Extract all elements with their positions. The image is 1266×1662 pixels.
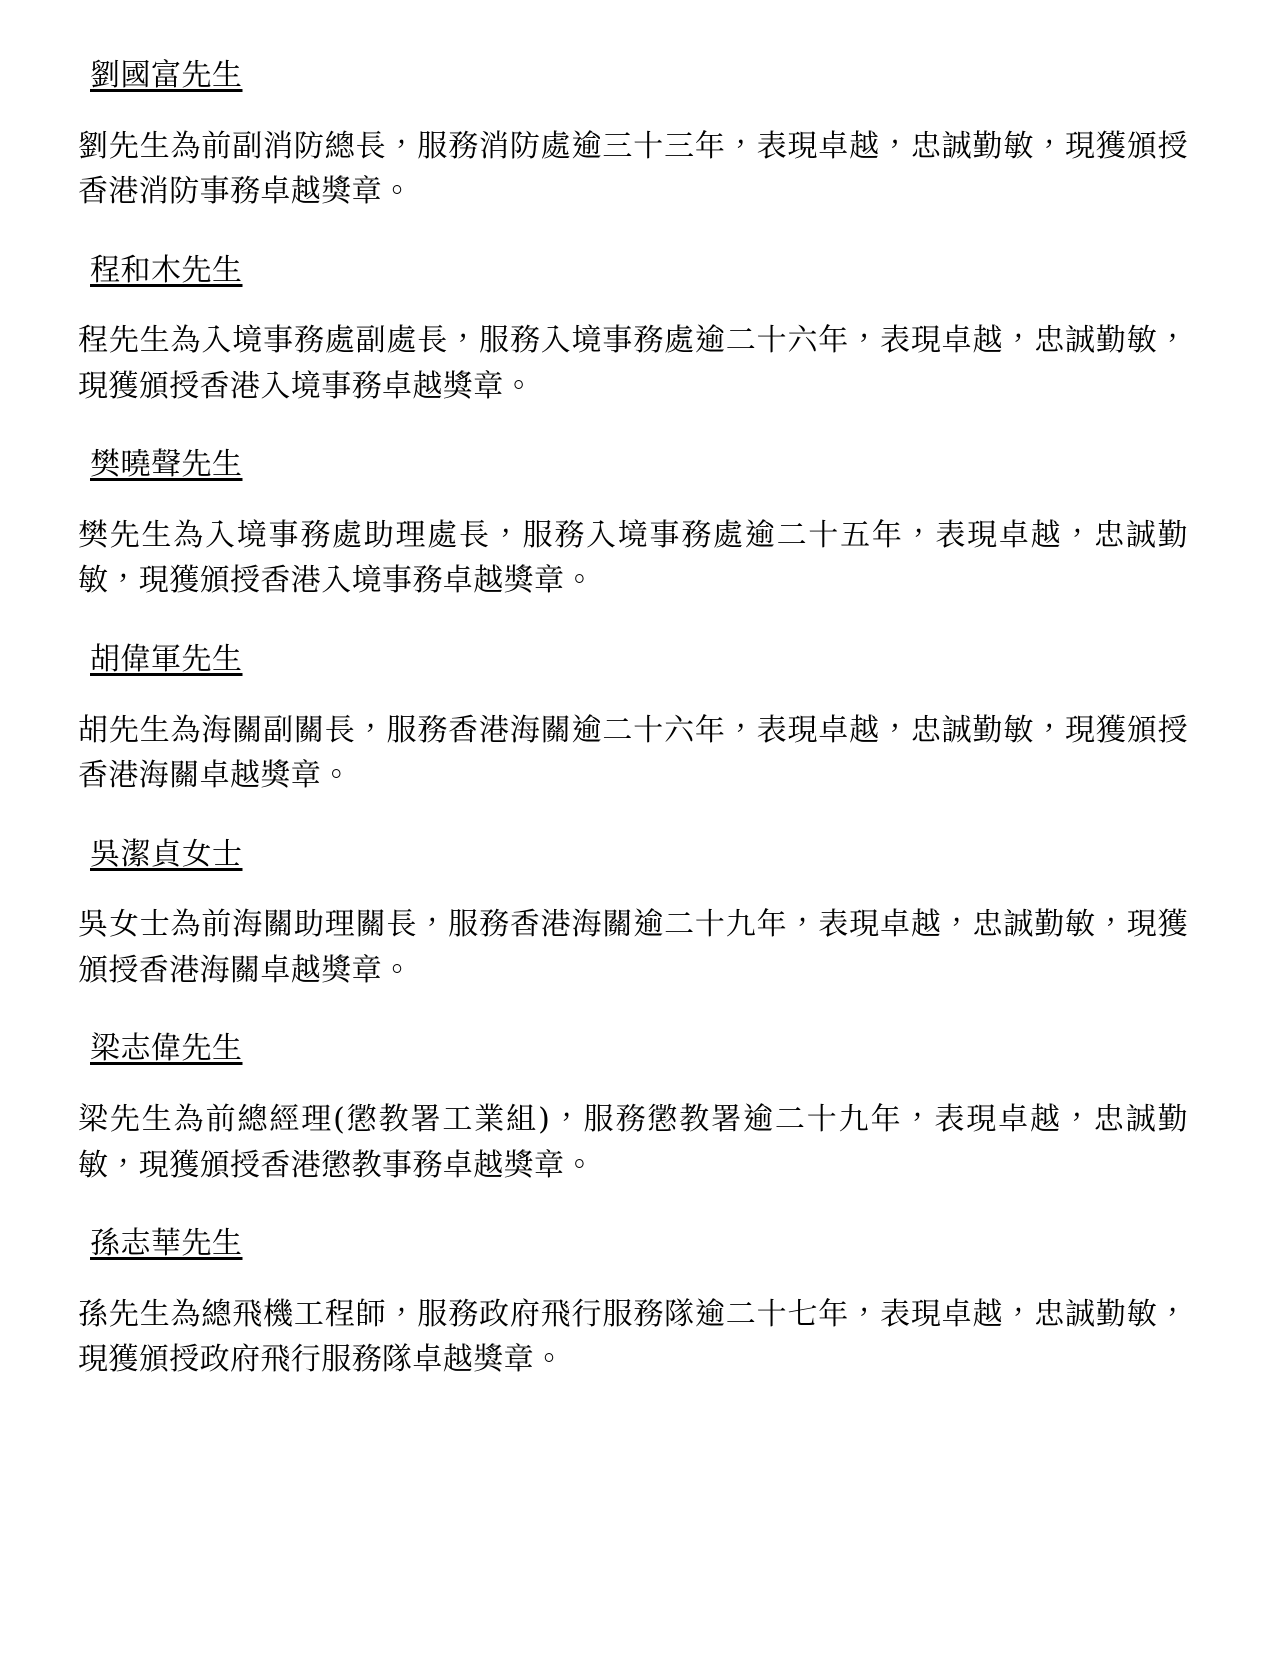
awardee-citation: 梁先生為前總經理(懲教署工業組)，服務懲教署逾二十九年，表現卓越，忠誠勤敏，現獲頒授香港懲教事務卓越獎章。 xyxy=(78,1101,1188,1183)
award-entry xyxy=(78,833,1188,994)
awardee-name: 胡偉軍先生 xyxy=(90,642,243,678)
awardee-name: 吳潔貞女士 xyxy=(90,836,243,872)
award-entry xyxy=(78,249,1188,410)
awardee-citation: 程先生為入境事務處副處長，服務入境事務處逾二十六年，表現卓越，忠誠勤敏，現獲頒授香港入境事務卓越獎章。 xyxy=(78,323,1188,404)
awardee-name: 孫志華先生 xyxy=(90,1226,243,1262)
awardee-name: 程和木先生 xyxy=(90,252,243,288)
awardee-citation: 孫先生為總飛機工程師，服務政府飛行服務隊逾二十七年，表現卓越，忠誠勤敏，現獲頒授政府飛行服務隊卓越獎章。 xyxy=(78,1296,1188,1378)
awardee-citation: 吳女士為前海關助理關長，服務香港海關逾二十九年，表現卓越，忠誠勤敏，現獲頒授香港海關卓越獎章。 xyxy=(78,907,1188,988)
award-entry xyxy=(78,443,1188,604)
award-entry xyxy=(78,1027,1188,1188)
awardee-citation: 劉先生為前副消防總長，服務消防處逾三十三年，表現卓越，忠誠勤敏，現獲頒授香港消防事務卓越獎章。 xyxy=(78,128,1188,210)
awardee-citation: 樊先生為入境事務處助理處長，服務入境事務處逾二十五年，表現卓越，忠誠勤敏，現獲頒授香港入境事務卓越獎章。 xyxy=(78,517,1188,599)
awardee-name: 樊曉聲先生 xyxy=(90,447,243,483)
award-entry xyxy=(78,54,1188,215)
awardee-name: 梁志偉先生 xyxy=(90,1031,243,1067)
award-entry xyxy=(78,638,1188,799)
awardee-name: 劉國富先生 xyxy=(90,58,243,93)
awardee-citation: 胡先生為海關副關長，服務香港海關逾二十六年，表現卓越，忠誠勤敏，現獲頒授香港海關卓越獎章。 xyxy=(78,712,1188,794)
award-entry xyxy=(78,1222,1188,1383)
